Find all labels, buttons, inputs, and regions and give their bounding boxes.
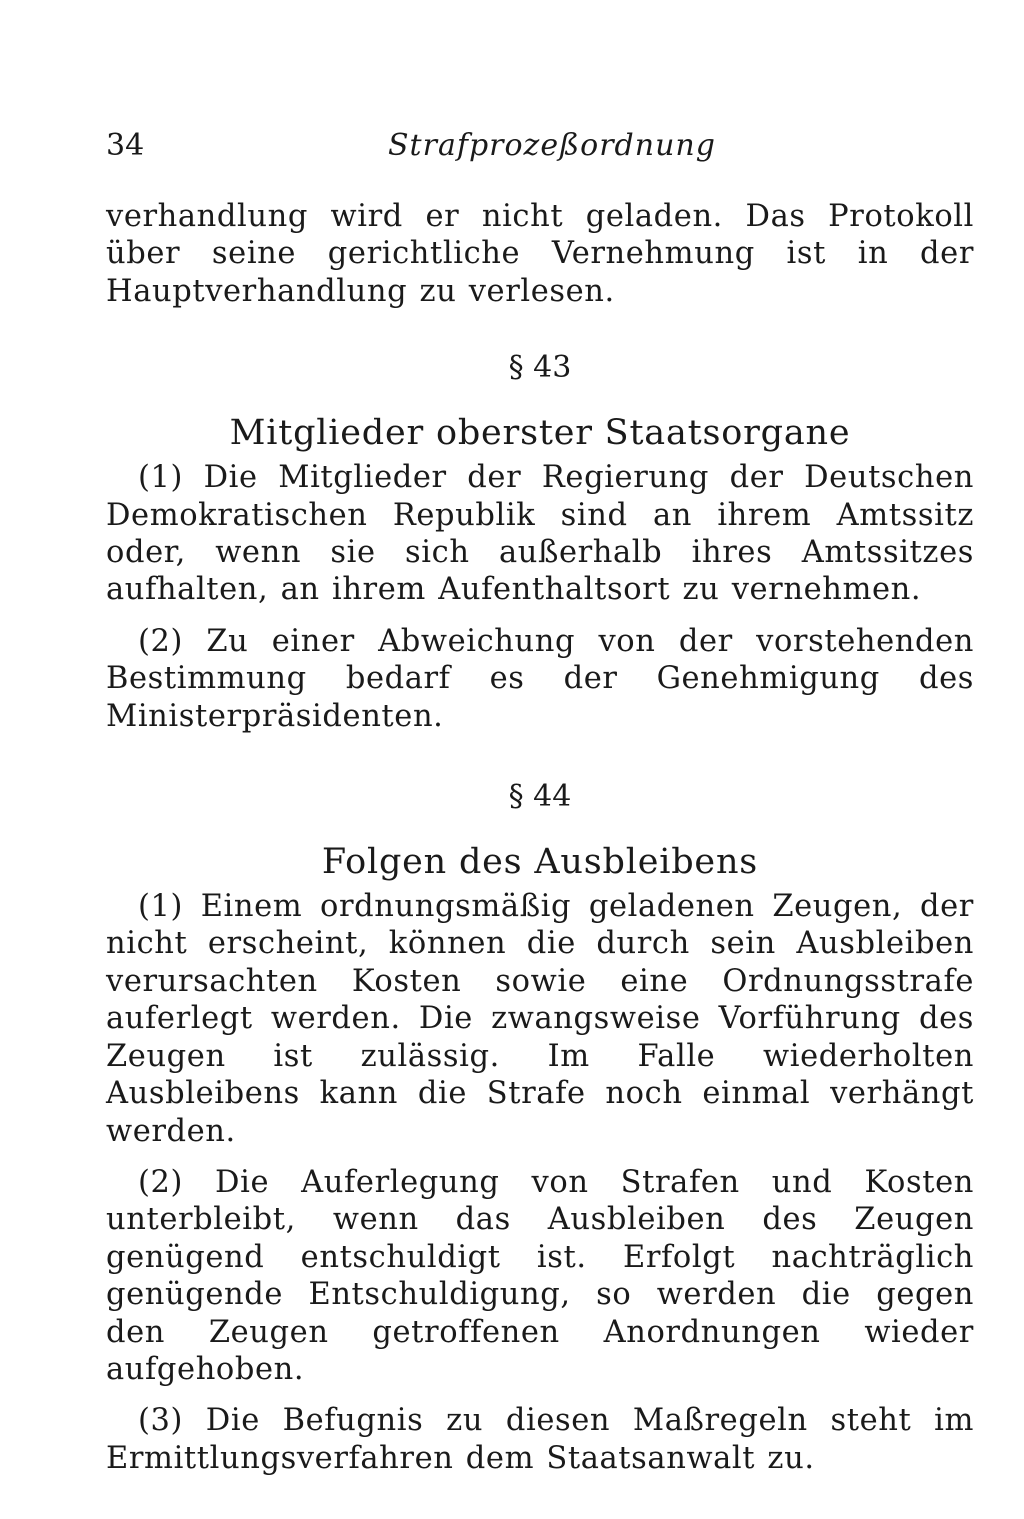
continued-paragraph: verhandlung wird er nicht geladen. Das Protokoll über seine gerichtliche Vernehmung ist in der Hauptverhandlung zu verlesen. <box>106 199 974 309</box>
running-title: Strafprozeßordnung <box>388 128 716 163</box>
section-43-number: § 43 <box>508 350 572 386</box>
section-44-title: Folgen des Ausbleibens <box>321 842 759 883</box>
running-header <box>106 120 974 172</box>
page-number: 34 <box>106 128 145 163</box>
section-44-paragraph-3: (3) Die Befugnis zu diesen Maßregeln steht im Ermittlungsverfahren dem Staatsanwalt zu. <box>106 1403 974 1476</box>
book-page <box>106 120 974 1477</box>
section-43-title: Mitglieder oberster Staatsorgane <box>229 413 851 454</box>
section-44-paragraph-1: (1) Einem ordnungsmäßig geladenen Zeugen, der nicht erscheint, können die durch sein Ausbleiben verursachten Kosten sowie eine Ordnungsstrafe auferlegt werden. Die zwangsweise Vorführung des Zeugen ist zulässig. Im Falle wiederholten Ausbleibens kann die Strafe noch einmal verhängt werden. <box>106 889 974 1149</box>
section-43-paragraph-1: (1) Die Mitglieder der Regierung der Deutschen Demokratischen Republik sind an ihrem Amtssitz oder, wenn sie sich außerhalb ihres Amtssitzes aufhalten, an ihrem Aufenthaltsort zu vernehmen. <box>106 460 974 608</box>
section-44-paragraph-2: (2) Die Auferlegung von Strafen und Kosten unterbleibt, wenn das Ausbleiben des Zeugen genügend entschuldigt ist. Erfolgt nachträglich genügende Entschuldigung, so werden die gegen den Zeugen getroffenen Anordnungen wieder aufgehoben. <box>106 1164 974 1387</box>
section-43-paragraph-2: (2) Zu einer Abweichung von der vorstehenden Bestimmung bedarf es der Genehmigung des Ministerpräsidenten. <box>106 623 974 734</box>
section-44-number: § 44 <box>508 779 572 815</box>
